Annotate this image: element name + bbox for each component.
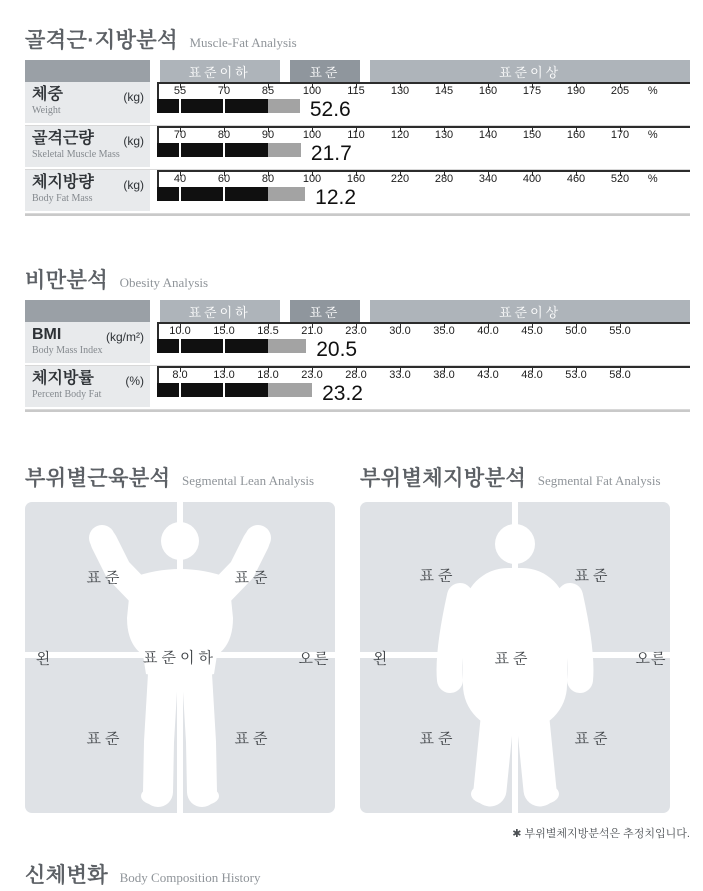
row-name-korean: 골격근량: [32, 130, 94, 147]
row-unit: (kg): [123, 90, 144, 104]
chart-axis-line: [157, 322, 690, 324]
bar-gray-segment: [268, 339, 306, 353]
chart-axis-line: [157, 170, 690, 172]
bar-tick-separator: [179, 99, 181, 113]
axis-tick-label: 45.0: [521, 325, 543, 337]
range-band-0: 표준이하: [160, 300, 280, 322]
row-label-percent-body-fat: [25, 366, 150, 409]
measured-value: 52.6: [309, 98, 351, 121]
axis-tick-label: 10.0: [169, 325, 191, 337]
lean-left-leg-rating: 표준: [234, 730, 272, 748]
range-band-1: 표준: [290, 60, 359, 82]
bar-gray-segment: [268, 99, 300, 113]
axis-tick-label: 80: [261, 173, 275, 185]
range-band-0: 표준이하: [160, 60, 280, 82]
axis-tick-label: 55: [173, 85, 187, 97]
right-side-label: 오른: [298, 650, 330, 668]
row-bar-chart-skeletal-muscle-mass: [157, 126, 690, 169]
axis-tick-label: 460: [566, 173, 586, 185]
axis-tick-label: 85: [261, 85, 275, 97]
axis-tick-label: 175: [522, 85, 542, 97]
row-label-body-fat-mass: [25, 170, 150, 213]
lean-left-arm-rating: 표준: [234, 569, 272, 587]
table-row-weight: [25, 82, 690, 126]
fat-left-leg-rating: 표준: [574, 730, 612, 748]
axis-tick-label: 90: [261, 129, 275, 141]
axis-tick-label: 120: [390, 129, 410, 141]
percent-sign-label: %: [647, 173, 658, 185]
row-bar-chart-body-fat-mass: [157, 170, 690, 213]
axis-tick-label: 130: [434, 129, 454, 141]
bar-black-segment: [157, 187, 268, 201]
axis-tick-label: 60: [217, 173, 231, 185]
row-name-korean: 체지방률: [32, 370, 94, 387]
section-title-korean: 비만분석: [25, 269, 109, 292]
table-row-percent-body-fat: [25, 366, 690, 410]
row-bar-chart-body-mass-index: [157, 322, 690, 365]
axis-tick-label: 70: [173, 129, 187, 141]
axis-tick-label: 8.0: [172, 369, 188, 381]
axis-tick-label: 18.0: [257, 369, 279, 381]
axis-tick-label: 140: [478, 129, 498, 141]
axis-tick-label: 21.0: [301, 325, 323, 337]
fat-left-arm-rating: 표준: [574, 567, 612, 585]
section-title-korean: 부위별체지방분석: [360, 467, 527, 490]
row-name-korean: 체지방량: [32, 174, 94, 191]
chart-axis-line: [157, 82, 690, 84]
axis-tick-label: 58.0: [609, 369, 631, 381]
left-side-label: 왼: [372, 650, 388, 668]
muscle-fat-section-title: [25, 28, 690, 54]
bar-black-segment: [157, 339, 268, 353]
axis-tick-label: 400: [522, 173, 542, 185]
axis-tick-label: 280: [434, 173, 454, 185]
axis-tick-label: 23.0: [301, 369, 323, 381]
row-name-korean: BMI: [32, 326, 62, 343]
axis-tick-label: 80: [217, 129, 231, 141]
header-range-bands: [157, 300, 690, 322]
lean-right-arm-rating: 표준: [86, 569, 124, 587]
bar-gray-segment: [268, 143, 301, 157]
axis-tick-label: 130: [390, 85, 410, 97]
section-title-english: Segmental Fat Analysis: [537, 473, 661, 488]
lean-right-leg-rating: 표준: [86, 730, 124, 748]
measured-value: 12.2: [315, 186, 357, 209]
axis-tick-label: 33.0: [389, 369, 411, 381]
axis-tick-label: 35.0: [433, 325, 455, 337]
history-section-title: [25, 863, 690, 889]
axis-tick-label: 145: [434, 85, 454, 97]
obesity-header-row: [25, 300, 690, 322]
axis-tick-label: 53.0: [565, 369, 587, 381]
axis-tick-label: 23.0: [345, 325, 367, 337]
axis-tick-label: 18.5: [257, 325, 279, 337]
axis-tick-label: 340: [478, 173, 498, 185]
bar-tick-separator: [223, 383, 225, 397]
axis-tick-label: 110: [347, 129, 365, 141]
bar-tick-separator: [179, 187, 181, 201]
estimation-footnote: ✱ 부위별체지방분석은 추정치입니다.: [512, 828, 690, 840]
bar-tick-separator: [179, 383, 181, 397]
row-name-korean: 체중: [32, 86, 63, 103]
row-label-skeletal-muscle-mass: [25, 126, 150, 169]
header-label-spacer: [25, 300, 150, 322]
row-name-english: Body Fat Mass: [32, 193, 93, 204]
measured-value: 21.7: [310, 142, 352, 165]
axis-tick-label: 205: [610, 85, 630, 97]
bar-tick-separator: [223, 99, 225, 113]
row-unit: (kg): [123, 178, 144, 192]
row-bar-chart-percent-body-fat: [157, 366, 690, 409]
muscle_fat-header-row: [25, 60, 690, 82]
segmental-fat-panel: [360, 502, 670, 813]
section-title-english: Muscle-Fat Analysis: [189, 35, 297, 50]
bar-tick-separator: [223, 187, 225, 201]
segmental-lean-panel: [25, 502, 335, 813]
lean-trunk-rating: 표준이하: [143, 649, 217, 667]
row-unit: (kg): [123, 134, 144, 148]
axis-tick-label: 40.0: [477, 325, 499, 337]
axis-tick-label: 28.0: [345, 369, 367, 381]
section-title-english: Body Composition History: [119, 870, 261, 885]
section-title-english: Obesity Analysis: [119, 275, 209, 290]
axis-tick-label: 100: [302, 173, 322, 185]
row-label-body-mass-index: [25, 322, 150, 365]
axis-tick-label: 520: [610, 173, 630, 185]
obesity-section-title: [25, 268, 690, 294]
bar-black-segment: [157, 143, 268, 157]
bar-tick-separator: [179, 143, 181, 157]
axis-tick-label: 70: [217, 85, 231, 97]
measured-value: 20.5: [316, 338, 358, 361]
table-row-body-mass-index: [25, 322, 690, 366]
range-band-2: 표준이상: [370, 300, 690, 322]
axis-tick-label: 170: [610, 129, 630, 141]
axis-tick-label: 40: [173, 173, 187, 185]
segmental-analysis-row: [25, 466, 690, 813]
bar-black-segment: [157, 383, 268, 397]
range-band-2: 표준이상: [370, 60, 690, 82]
obesity-table: [25, 300, 690, 412]
axis-tick-label: 43.0: [477, 369, 499, 381]
axis-tick-label: 150: [522, 129, 542, 141]
row-bar-chart-weight: [157, 82, 690, 125]
left-side-label: 왼: [35, 650, 51, 668]
measured-value: 23.2: [322, 382, 363, 405]
range-band-1: 표준: [290, 300, 359, 322]
section-title-korean: 신체변화: [25, 864, 109, 887]
fat-right-leg-rating: 표준: [419, 730, 457, 748]
row-name-english: Percent Body Fat: [32, 389, 102, 400]
chart-axis-line: [157, 126, 690, 128]
row-label-weight: [25, 82, 150, 125]
axis-tick-label: 100: [302, 129, 322, 141]
axis-tick-label: 160: [566, 129, 586, 141]
section-title-english: Segmental Lean Analysis: [181, 473, 315, 488]
header-range-bands: [157, 60, 690, 82]
axis-tick-label: 220: [390, 173, 410, 185]
bar-gray-segment: [268, 187, 305, 201]
segmental-lean-title: [25, 466, 360, 492]
row-name-english: Skeletal Muscle Mass: [32, 149, 120, 160]
segmental-lean-column: [25, 466, 360, 813]
axis-tick-label: 55.0: [609, 325, 631, 337]
fat-right-arm-rating: 표준: [419, 567, 457, 585]
segmental-fat-column: [360, 466, 690, 813]
row-name-english: Weight: [32, 105, 61, 116]
segmental-fat-title: [360, 466, 690, 492]
percent-sign-label: %: [647, 85, 658, 97]
header-label-spacer: [25, 60, 150, 82]
chart-axis-line: [157, 366, 690, 368]
section-title-korean: 부위별근육분석: [25, 467, 171, 490]
axis-tick-label: 100: [302, 85, 322, 97]
axis-tick-label: 115: [347, 85, 365, 97]
row-unit: (kg/m²): [106, 330, 144, 344]
axis-tick-label: 160: [346, 173, 366, 185]
axis-tick-label: 190: [566, 85, 586, 97]
muscle-fat-table: [25, 60, 690, 216]
bar-gray-segment: [268, 383, 312, 397]
axis-tick-label: 50.0: [565, 325, 587, 337]
fat-trunk-rating: 표준: [494, 650, 532, 668]
axis-tick-label: 15.0: [213, 325, 235, 337]
bar-black-segment: [157, 99, 268, 113]
axis-tick-label: 160: [478, 85, 498, 97]
percent-sign-label: %: [647, 129, 658, 141]
bar-tick-separator: [223, 143, 225, 157]
table-row-skeletal-muscle-mass: [25, 126, 690, 170]
row-unit: (%): [125, 374, 144, 388]
bar-tick-separator: [179, 339, 181, 353]
section-title-korean: 골격근·지방분석: [25, 29, 178, 52]
axis-tick-label: 30.0: [389, 325, 411, 337]
right-side-label: 오른: [635, 650, 667, 668]
row-name-english: Body Mass Index: [32, 345, 103, 356]
axis-tick-label: 48.0: [521, 369, 543, 381]
bar-tick-separator: [223, 339, 225, 353]
table-row-body-fat-mass: [25, 170, 690, 214]
axis-tick-label: 13.0: [213, 369, 235, 381]
axis-tick-label: 38.0: [433, 369, 455, 381]
